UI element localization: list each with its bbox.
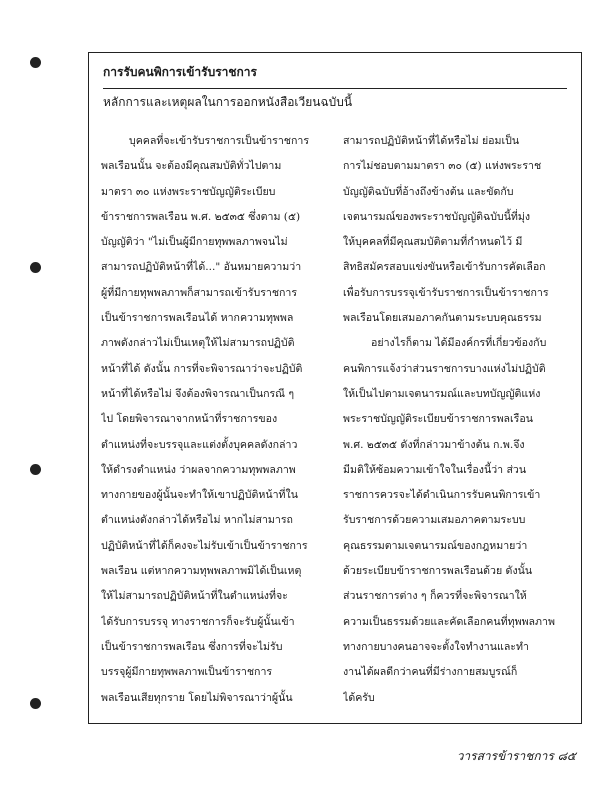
text-line: อย่างไรก็ตาม ได้มีองค์กรที่เกี่ยวข้องกับ: [371, 337, 547, 350]
text-line: เป็นข้าราชการพลเรือนได้ หากความทุพพล: [101, 312, 294, 325]
text-line: เป็นข้าราชการพลเรือน ซึ่งการที่จะไม่รับ: [101, 640, 283, 653]
text-line: ภาพดังกล่าวไม่เป็นเหตุให้ไม่สามารถปฏิบัติ: [101, 337, 295, 350]
binder-hole-dot: [30, 698, 41, 709]
text-line: ได้ครับ: [343, 691, 375, 704]
text-line: ด้วยระเบียบข้าราชการพลเรือนด้วย ดังนั้น: [343, 565, 533, 578]
text-line: พระราชบัญญัติระเบียบข้าราชการพลเรือน: [343, 413, 533, 426]
text-line: ข้าราชการพลเรือน พ.ศ. ๒๕๓๕ ซึ่งตาม (๕): [101, 210, 301, 223]
text-line: มีมติให้ซ้อมความเข้าใจในเรื่องนี้ว่า ส่วน: [343, 463, 527, 476]
page-footer: วารสารข้าราชการ ๘๕: [456, 749, 576, 763]
text-line: บัญญัติฉบับที่อ้างถึงข้างต้น และขัดกับ: [343, 185, 514, 198]
text-line: บัญญัติว่า "ไม่เป็นผู้มีกายทุพพลภาพจนไม่: [101, 236, 288, 249]
text-line: พลเรือนโดยเสมอภาคกันตามระบบคุณธรรม: [343, 312, 542, 325]
text-line: ไป โดยพิจารณาจากหน้าที่ราชการของ: [101, 413, 278, 426]
text-line: สามารถปฏิบัติหน้าที่ได้..." อันหมายความว่า: [101, 261, 302, 274]
text-line: ให้บุคคลที่มีคุณสมบัติตามที่กำหนดไว้ มี: [343, 236, 523, 249]
text-line: ให้ดำรงตำแหน่ง ว่าผลจากความทุพพลภาพ: [101, 463, 296, 476]
text-line: ความเป็นธรรมด้วยและคัดเลือกคนที่ทุพพลภาพ: [343, 615, 555, 628]
text-line: การไม่ชอบตามมาตรา ๓๐ (๕) แห่งพระราช: [343, 160, 542, 173]
text-line: ส่วนราชการต่าง ๆ ก็ควรที่จะพิจารณาให้: [343, 590, 527, 603]
text-line: ทางกายบางคนอาจจะตั้งใจทำงานและทำ: [343, 640, 529, 653]
text-line: หน้าที่ได้หรือไม่ จึงต้องพิจารณาเป็นกรณี ๆ: [101, 387, 295, 400]
left-text-column: [101, 129, 319, 711]
text-line: พลเรือนนั้น จะต้องมีคุณสมบัติทั่วไปตาม: [101, 160, 282, 173]
text-line: บรรจุผู้มีกายทุพพลภาพเป็นข้าราชการ: [101, 666, 273, 679]
section-heading: การรับคนพิการเข้ารับราชการ: [103, 63, 567, 89]
right-text-column: [343, 129, 561, 711]
text-line: รับราชการด้วยความเสมอภาคตามระบบ: [343, 514, 526, 527]
text-line: ตำแหน่งที่จะบรรจุและแต่งตั้งบุคคลดังกล่าว: [101, 438, 298, 451]
text-line: พ.ศ. ๒๕๓๕ ดังที่กล่าวมาข้างต้น ก.พ.จึง: [343, 438, 525, 451]
text-line: งานได้ผลดีกว่าคนที่มีร่างกายสมบูรณ์ก็: [343, 666, 518, 679]
text-line: หน้าที่ได้ ดังนั้น การที่จะพิจารณาว่าจะปฏิบัติ: [101, 362, 303, 375]
text-line: ผู้ที่มีกายทุพพลภาพก็สามารถเข้ารับราชการ: [101, 286, 298, 299]
article-frame: [88, 52, 582, 724]
text-line: ราชการควรจะได้ดำเนินการรับคนพิการเข้า: [343, 489, 541, 502]
binder-hole-dot: [30, 262, 41, 273]
text-line: พลเรือน แต่หากความทุพพลภาพมิได้เป็นเหตุ: [101, 565, 302, 578]
text-line: เจตนารมณ์ของพระราชบัญญัติฉบับนี้ที่มุ่ง: [343, 210, 531, 223]
text-line: สามารถปฏิบัติหน้าที่ได้หรือไม่ ย่อมเป็น: [343, 135, 520, 147]
text-line: คนพิการแจ้งว่าส่วนราชการบางแห่งไม่ปฏิบัติ: [343, 362, 546, 375]
binder-hole-dot: [30, 57, 41, 68]
text-line: พลเรือนเสียทุกราย โดยไม่พิจารณาว่าผู้นั้น: [101, 691, 293, 704]
text-line: คุณธรรมตามเจตนารมณ์ของกฎหมายว่า: [343, 539, 528, 552]
text-line: ตำแหน่งดังกล่าวได้หรือไม่ หากไม่สามารถ: [101, 514, 293, 527]
text-line: สิทธิสมัครสอบแข่งขันหรือเข้ารับการคัดเลือก: [343, 261, 546, 274]
text-line: บุคคลที่จะเข้ารับราชการเป็นข้าราชการ: [129, 135, 310, 147]
binder-hole-dot: [30, 464, 41, 475]
text-line: ให้เป็นไปตามเจตนารมณ์และบทบัญญัติแห่ง: [343, 387, 541, 400]
section-subheading: หลักการและเหตุผลในการออกหนังสือเวียนฉบับนี้: [103, 95, 353, 109]
text-line: ปฏิบัติหน้าที่ได้ก็คงจะไม่รับเข้าเป็นข้าราชการ: [101, 539, 308, 552]
text-line: มาตรา ๓๐ แห่งพระราชบัญญัติระเบียบ: [101, 185, 276, 198]
text-line: เพื่อรับการบรรจุเข้ารับราชการเป็นข้าราชการ: [343, 286, 549, 299]
text-line: ได้รับการบรรจุ ทางราชการก็จะรับผู้นั้นเข้า: [101, 615, 295, 628]
text-line: ให้ไม่สามารถปฏิบัติหน้าที่ในตำแหน่งที่จะ: [101, 590, 288, 603]
text-line: ทางกายของผู้นั้นจะทำให้เขาปฏิบัติหน้าที่ใน: [101, 489, 298, 502]
